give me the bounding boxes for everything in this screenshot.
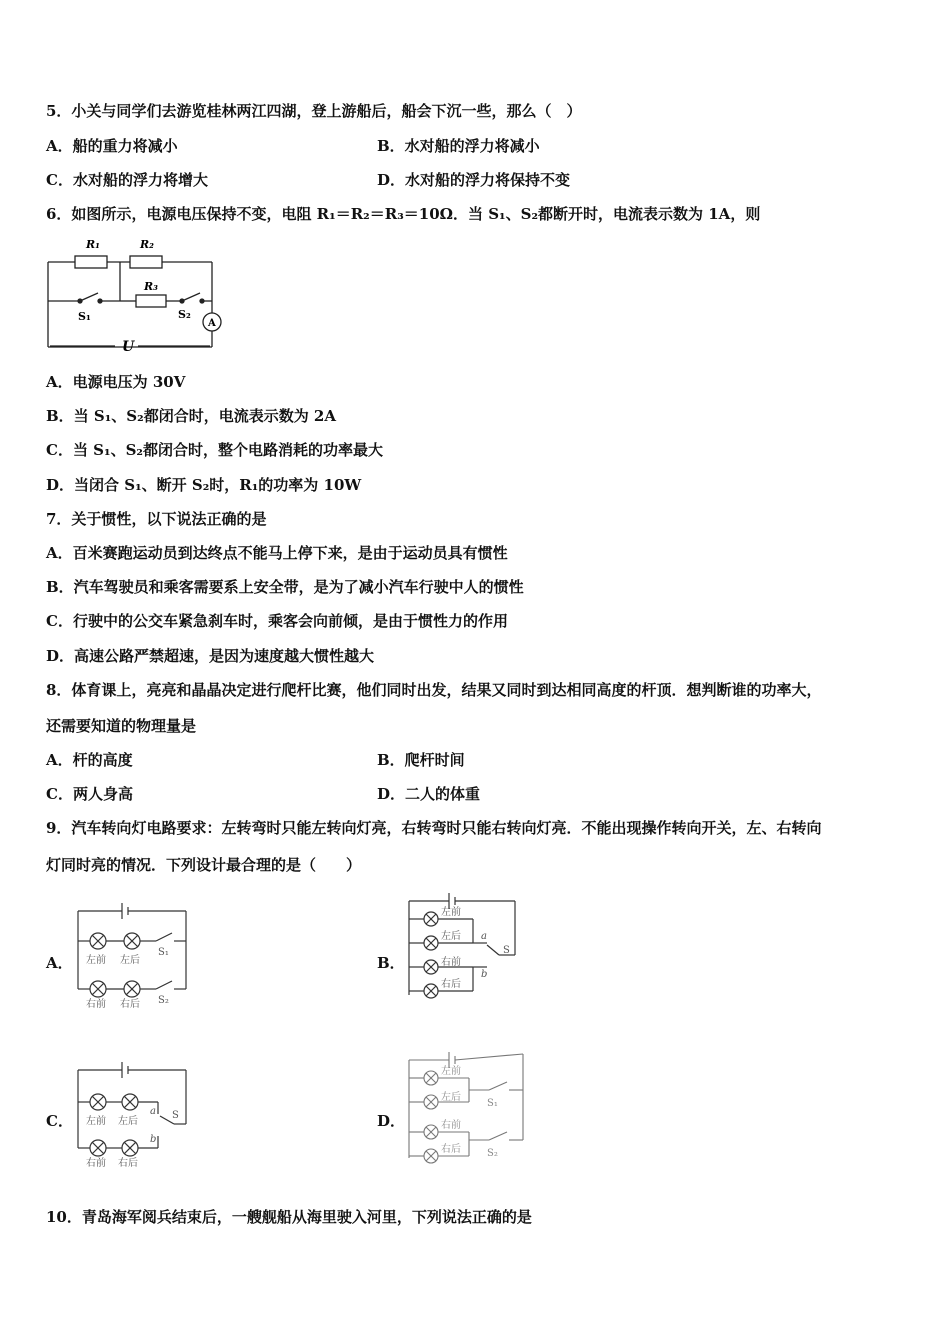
q6-circuit-diagram: [40, 232, 230, 357]
r2-resistor: [130, 256, 162, 268]
q8-option-d: D．二人的体重: [377, 785, 481, 803]
q8-stem-line2: 还需要知道的物理量是: [46, 717, 197, 735]
q6-option-b: B．当 S₁、S₂都闭合时，电流表示数为 2A: [46, 407, 337, 425]
q8-stem-line1: 8．体育课上，亮亮和晶晶决定进行爬杆比赛，他们同时出发，结果又同时到达相同高度的杆顶．想判断谁的功率大，: [46, 681, 822, 699]
s2-label: S₂: [158, 995, 169, 1006]
q5-option-c: C．水对船的浮力将增大: [46, 171, 208, 189]
q6-circuit-figure: [40, 232, 230, 357]
contact-b-label: b: [481, 969, 488, 980]
s1-switch: [80, 293, 98, 301]
switch-s-label: S: [172, 1110, 179, 1121]
q9-figure-a: [72, 893, 194, 1011]
q9-option-a-label: A．: [46, 954, 73, 972]
lamp-left-front-label: 左前: [441, 907, 461, 918]
q9-option-d-label: D．: [377, 1112, 406, 1130]
r1-label: R₁: [86, 238, 100, 251]
contact-a-label: a: [150, 1106, 156, 1117]
contact-a-label: a: [481, 931, 487, 942]
q10-stem: 10．青岛海军阅兵结束后，一艘舰船从海里驶入河里，下列说法正确的是: [46, 1208, 532, 1226]
q9-option-c-label: C．: [46, 1112, 73, 1130]
lamp-right-rear-label: 右后: [441, 979, 461, 990]
q8-option-a: A．杆的高度: [46, 751, 133, 769]
voltage-label: U: [122, 339, 135, 355]
q7-option-a: A．百米赛跑运动员到达终点不能马上停下来，是由于运动员具有惯性: [46, 544, 508, 562]
q7-option-b: B．汽车驾驶员和乘客需要系上安全带，是为了减小汽车行驶中人的惯性: [46, 578, 524, 596]
lamp-left-rear-label: 左后: [120, 955, 140, 966]
ammeter-label: A: [208, 318, 216, 329]
lamp-left-front-label: 左前: [86, 955, 106, 966]
s2-label: S₂: [487, 1148, 498, 1159]
lamp-right-front-label: 右前: [441, 1120, 461, 1131]
q9-stem-line2: 灯同时亮的情况．下列设计最合理的是（ ）: [46, 856, 362, 874]
lamp-left-rear-label: 左后: [118, 1116, 138, 1127]
q7-option-c: C．行驶中的公交车紧急刹车时，乘客会向前倾，是由于惯性力的作用: [46, 612, 508, 630]
q5-option-b: B．水对船的浮力将减小: [377, 137, 540, 155]
q9-option-b-label: B．: [377, 954, 405, 972]
switch-s-label: S: [503, 945, 510, 956]
q7-option-d: D．高速公路严禁超速，是因为速度越大惯性越大: [46, 647, 375, 665]
lamp-left-rear-label: 左后: [441, 931, 461, 942]
q9-figure-c: [72, 1052, 194, 1170]
s1-label: S₁: [487, 1098, 498, 1109]
r3-resistor: [136, 295, 166, 307]
r3-label: R₃: [144, 280, 158, 293]
q5-stem: 5．小关与同学们去游览桂林两江四湖，登上游船后，船会下沉一些，那么（ ）: [46, 102, 582, 120]
q6-option-a: A．电源电压为 30V: [46, 373, 186, 391]
s1-label: S₁: [158, 947, 169, 958]
q5-option-a: A．船的重力将减小: [46, 137, 178, 155]
q6-stem: 6．如图所示，电源电压保持不变，电阻 R₁＝R₂＝R₃＝10Ω．当 S₁、S₂都断开时，电流表示数为 1A，则: [46, 205, 761, 223]
q9-figure-b: [403, 887, 521, 1012]
q9-stem-line1: 9．汽车转向灯电路要求：左转弯时只能左转向灯亮，右转弯时只能右转向灯亮．不能出现操作转向开关，左、右转向: [46, 819, 822, 837]
lamp-right-front-label: 右前: [441, 957, 461, 968]
s1-label: S₁: [78, 310, 91, 323]
lamp-left-front-label: 左前: [441, 1066, 461, 1077]
lamp-right-rear-label: 右后: [118, 1158, 138, 1169]
q5-option-d: D．水对船的浮力将保持不变: [377, 171, 571, 189]
lamp-right-front-label: 右前: [86, 999, 106, 1010]
r1-resistor: [75, 256, 107, 268]
q6-option-c: C．当 S₁、S₂都闭合时，整个电路消耗的功率最大: [46, 441, 383, 459]
lamp-left-rear-label: 左后: [441, 1092, 461, 1103]
q7-stem: 7．关于惯性，以下说法正确的是: [46, 510, 267, 528]
lamp-right-front-label: 右前: [86, 1158, 106, 1169]
q8-option-b: B．爬杆时间: [377, 751, 465, 769]
s2-label: S₂: [178, 308, 191, 321]
lamp-right-rear-label: 右后: [441, 1144, 461, 1155]
s2-switch: [182, 293, 200, 301]
contact-b-label: b: [150, 1134, 157, 1145]
q9-figure-d: [403, 1046, 529, 1170]
lamp-left-front-label: 左前: [86, 1116, 106, 1127]
r2-label: R₂: [140, 238, 154, 251]
lamp-right-rear-label: 右后: [120, 999, 140, 1010]
q8-option-c: C．两人身高: [46, 785, 133, 803]
q6-option-d: D．当闭合 S₁、断开 S₂时，R₁的功率为 10W: [46, 476, 362, 494]
